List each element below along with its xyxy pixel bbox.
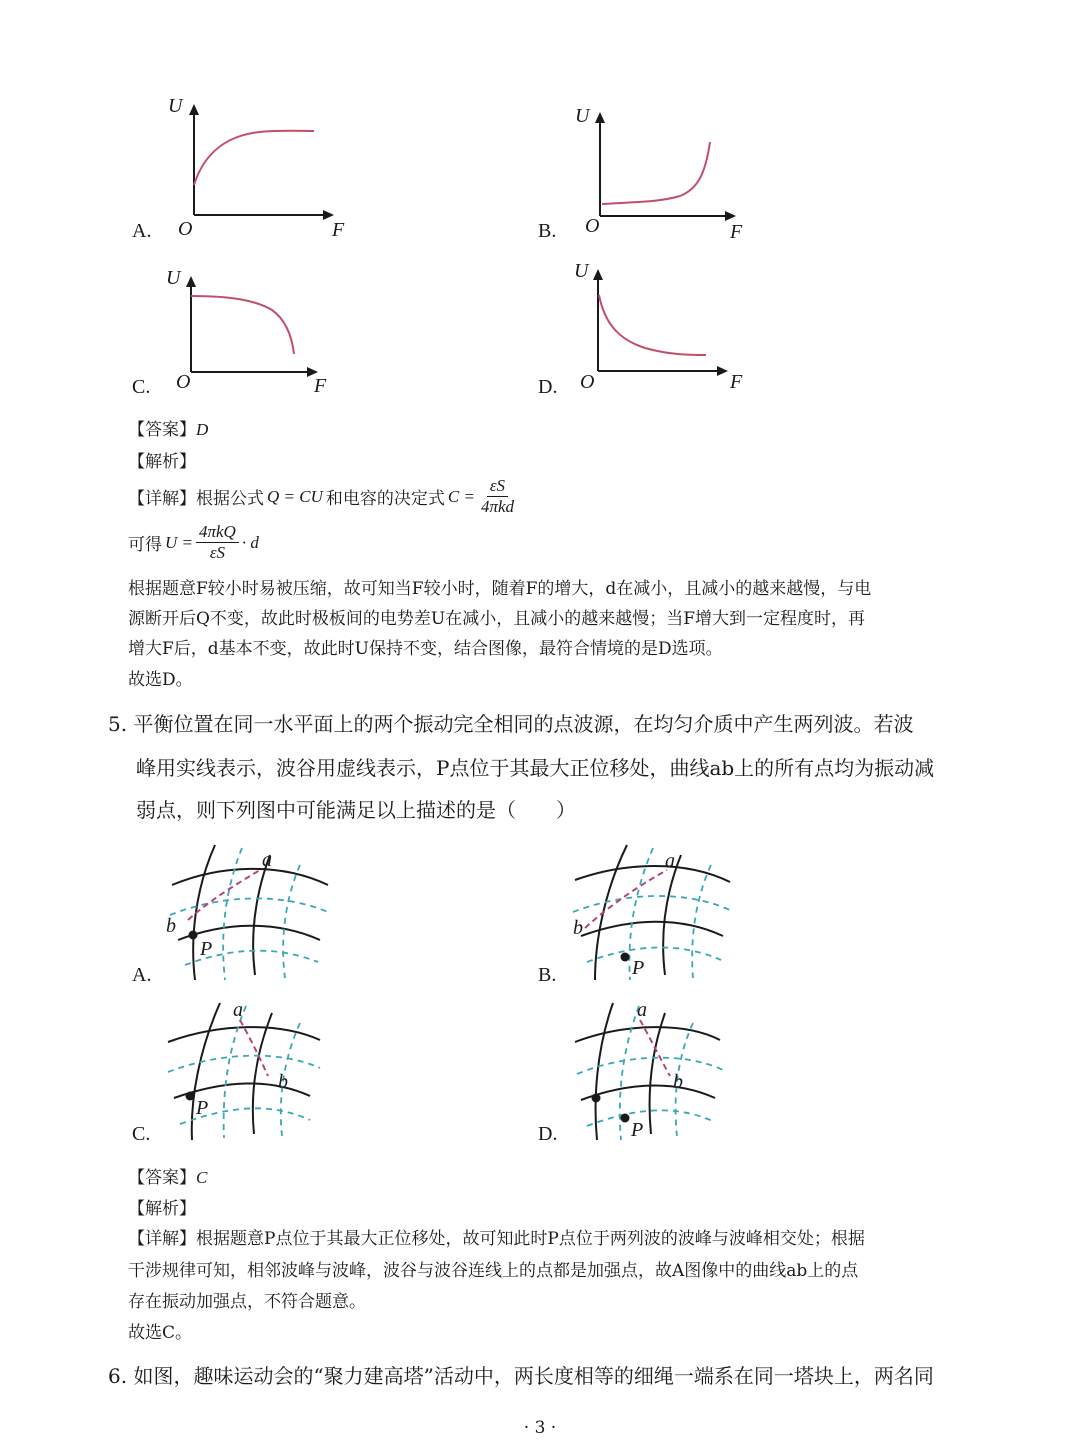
q4-u-lhs: U =	[165, 532, 193, 552]
wave-d-crests	[575, 1003, 720, 1140]
wave-b-option: B.	[538, 964, 557, 986]
q4-answer: D	[196, 420, 209, 439]
q4-analysis-label: 【解析】	[128, 452, 196, 472]
graph-a	[150, 90, 370, 250]
q4-line2-prefix: 可得	[128, 535, 162, 555]
wave-d-label-p: P	[631, 1119, 644, 1141]
graph-d-option: D.	[538, 376, 558, 398]
page-number: · 3 ·	[523, 1418, 557, 1438]
graph-b	[555, 100, 775, 250]
q5-answer-prefix: 【答案】	[128, 1168, 196, 1188]
wave-d-point-p	[621, 1114, 630, 1123]
graph-b-option: B.	[538, 220, 557, 242]
graph-a-origin: O	[178, 218, 193, 240]
q4-c-numerator: εS	[487, 476, 508, 497]
graph-a-y-label: U	[168, 95, 183, 117]
q5-analysis-label: 【解析】	[128, 1199, 196, 1219]
q4-u-denominator: εS	[209, 543, 226, 562]
wave-c-troughs	[168, 1006, 320, 1138]
wave-figure-a	[160, 840, 340, 990]
q4-detail-prefix: 【详解】根据公式	[128, 489, 264, 509]
graph-a-option: A.	[132, 220, 152, 242]
wave-b-label-b: b	[573, 917, 583, 939]
graph-c-option: C.	[132, 376, 151, 398]
q5-conclusion: 故选C。	[128, 1323, 193, 1343]
graph-c-x-label: F	[314, 375, 327, 397]
graph-d	[560, 255, 780, 405]
graph-c-y-label: U	[166, 267, 181, 289]
q4-detail-line2	[128, 522, 259, 563]
graph-d-curve	[599, 295, 706, 355]
wave-d-label-b: b	[673, 1071, 683, 1093]
graph-b-curve	[602, 142, 710, 204]
wave-b-point-p	[621, 953, 630, 962]
wave-b-crests	[575, 845, 730, 980]
q4-answer-line	[128, 415, 208, 440]
q6-stem-line1: 6. 如图，趣味运动会的“聚力建高塔”活动中，两长度相等的细绳一端系在同一塔块上，两名同	[108, 1364, 934, 1388]
q5-stem-line3: 弱点，则下列图中可能满足以上描述的是（ ）	[136, 798, 576, 822]
wave-d-point-x	[592, 1094, 601, 1103]
q4-c-lhs: C =	[447, 486, 475, 506]
graph-c-curve	[191, 296, 294, 354]
q4-detail-line1	[128, 476, 520, 517]
q5-stem-line2: 峰用实线表示，波谷用虚线表示，P点位于其最大正位移处，曲线ab上的所有点均为振动减	[136, 756, 935, 780]
graph-b-y-arrow	[595, 112, 605, 123]
q4-c-denominator: 4πkd	[480, 497, 514, 516]
graph-a-curve	[194, 131, 314, 185]
graph-d-origin: O	[580, 371, 595, 393]
q4-para2: 源断开后Q不变，故此时极板间的电势差U在减小，且减小的越来越慢；当F增大到一定程度时，再	[128, 609, 866, 629]
q4-u-numerator: 4πkQ	[196, 522, 239, 543]
q4-conclusion: 故选D。	[128, 670, 193, 690]
wave-d-label-a: a	[637, 999, 647, 1021]
wave-a-option: A.	[132, 964, 152, 986]
wave-figure-b	[565, 840, 745, 990]
q5-answer: C	[196, 1168, 208, 1187]
wave-figure-c	[160, 998, 340, 1148]
graph-d-y-arrow	[593, 269, 603, 280]
q4-para1: 根据题意F较小时易被压缩，故可知当F较小时，随着F的增大，d在减小，且减小的越来越慢，与电	[128, 579, 872, 599]
q5-detail3: 存在振动加强点，不符合题意。	[128, 1292, 366, 1312]
graph-c-y-arrow	[186, 276, 196, 287]
graph-b-origin: O	[585, 215, 600, 237]
graph-b-x-label: F	[730, 221, 743, 243]
graph-a-y-arrow	[189, 104, 199, 115]
wave-d-option: D.	[538, 1123, 558, 1145]
wave-a-label-p: P	[200, 938, 213, 960]
q4-para3: 增大F后，d基本不变，故此时U保持不变，结合图像，最符合情境的是D选项。	[128, 639, 723, 659]
graph-b-y-label: U	[575, 105, 590, 127]
wave-b-curve-ab	[585, 870, 667, 928]
wave-c-label-p: P	[196, 1097, 209, 1119]
q4-detail-mid: 和电容的决定式	[325, 489, 445, 509]
wave-c-label-a: a	[233, 999, 243, 1021]
wave-a-label-b: b	[166, 915, 176, 937]
q5-answer-line	[128, 1163, 207, 1188]
wave-b-label-p: P	[632, 957, 645, 979]
q4-formula-q: Q = CU	[267, 486, 323, 506]
q4-c-fraction	[478, 476, 517, 517]
wave-c-option: C.	[132, 1123, 151, 1145]
q4-answer-prefix: 【答案】	[128, 420, 196, 440]
q5-stem-line1: 5. 平衡位置在同一水平面上的两个振动完全相同的点波源，在均匀介质中产生两列波。若波	[108, 712, 914, 736]
graph-b-x-arrow	[725, 211, 736, 221]
graph-d-x-arrow	[717, 366, 728, 376]
q5-detail1: 【详解】根据题意P点位于其最大正位移处，故可知此时P点位于两列波的波峰与波峰相交处；根据	[128, 1229, 865, 1249]
wave-c-label-b: b	[278, 1071, 288, 1093]
wave-a-point-p	[189, 931, 198, 940]
graph-c-origin: O	[176, 371, 191, 393]
wave-b-label-a: a	[665, 850, 675, 872]
wave-figure-d	[565, 998, 745, 1148]
q5-detail2: 干涉规律可知，相邻波峰与波峰，波谷与波谷连线上的点都是加强点，故A图像中的曲线ab上的点	[128, 1261, 859, 1281]
graph-d-y-label: U	[574, 260, 589, 282]
wave-c-point-p	[186, 1092, 195, 1101]
graph-d-x-label: F	[730, 371, 743, 393]
wave-a-label-a: a	[262, 849, 272, 871]
graph-c	[150, 262, 370, 402]
q4-u-tail: · d	[241, 532, 259, 552]
q4-u-fraction	[196, 522, 239, 563]
graph-a-x-label: F	[332, 219, 345, 241]
